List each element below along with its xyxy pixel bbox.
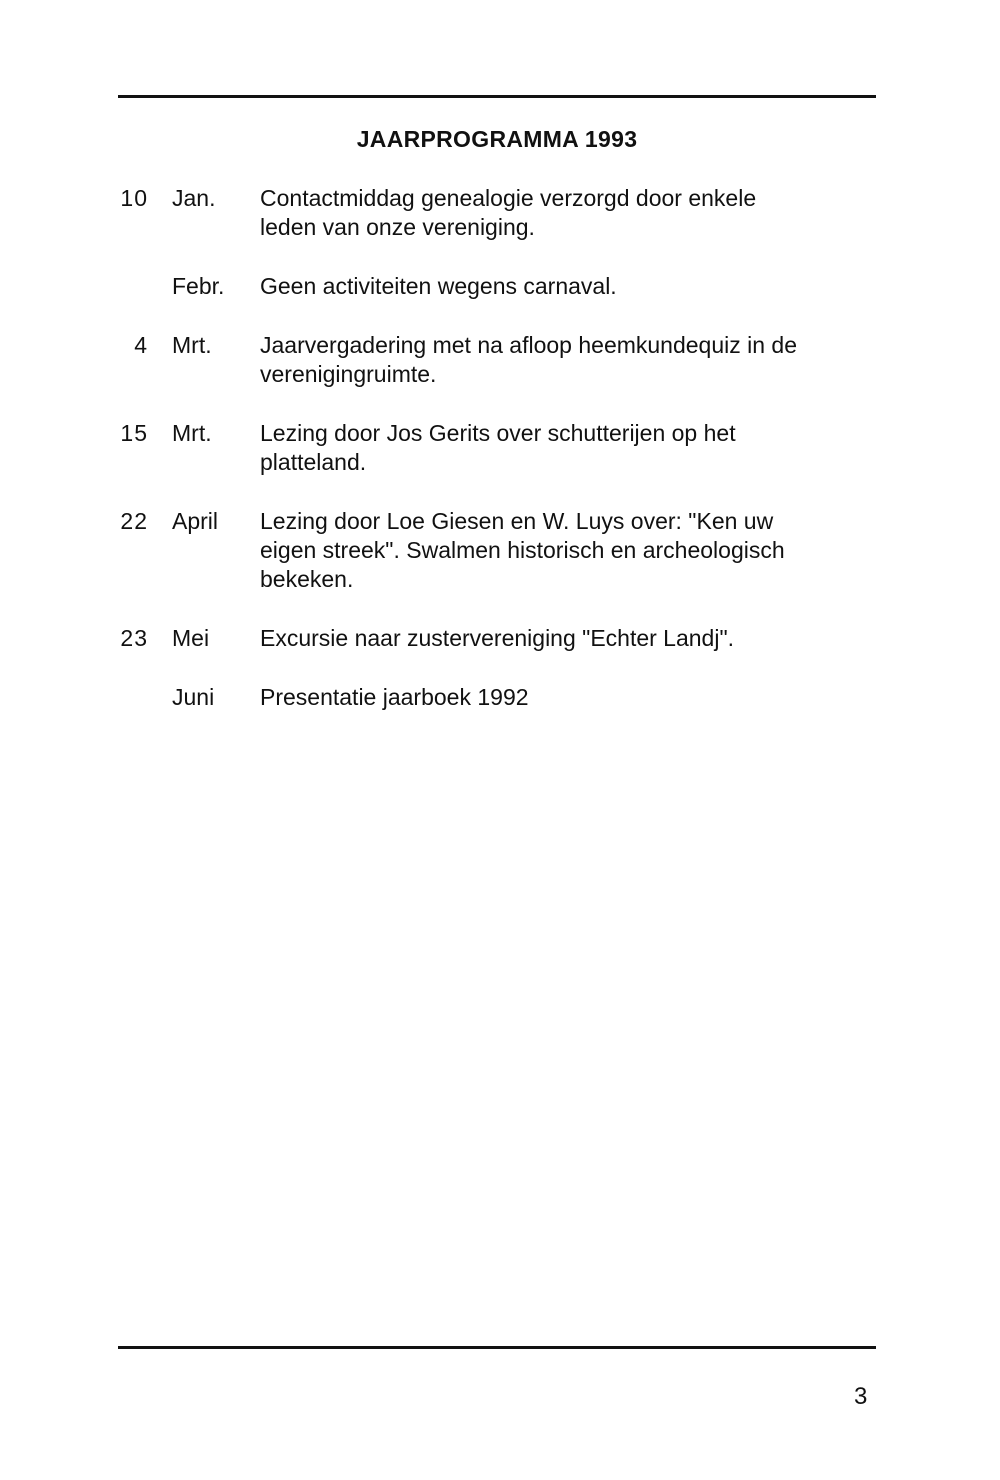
entry-month: Febr. bbox=[172, 273, 225, 299]
program-list bbox=[0, 184, 1000, 742]
entry-day: 22 bbox=[120, 508, 148, 534]
entry-day: 4 bbox=[134, 332, 148, 358]
bottom-rule bbox=[118, 1346, 876, 1349]
program-entry-mrt-15 bbox=[0, 419, 1000, 477]
program-entry-jan bbox=[0, 184, 1000, 242]
entry-description: Lezing door Loe Giesen en W. Luys over: "Ken uw eigen streek". Swalmen historisch en archeologisch bekeken. bbox=[260, 508, 785, 592]
program-entry-juni bbox=[0, 683, 1000, 712]
entry-description: Excursie naar zustervereniging "Echter Landj". bbox=[260, 625, 735, 651]
entry-day: 23 bbox=[120, 625, 148, 651]
top-rule bbox=[118, 95, 876, 98]
entry-description: Contactmiddag genealogie verzorgd door enkele leden van onze vereniging. bbox=[260, 185, 757, 240]
entry-month: Mei bbox=[172, 625, 210, 651]
program-entry-febr bbox=[0, 272, 1000, 301]
entry-month: April bbox=[172, 508, 219, 534]
program-entry-mrt-4 bbox=[0, 331, 1000, 389]
program-entry-mei bbox=[0, 624, 1000, 653]
entry-description: Jaarvergadering met na afloop heemkundequiz in de verenigingruimte. bbox=[260, 332, 798, 387]
entry-month: Mrt. bbox=[172, 420, 212, 446]
entry-month: Mrt. bbox=[172, 332, 212, 358]
entry-description: Lezing door Jos Gerits over schutterijen op het platteland. bbox=[260, 420, 736, 475]
page-number: 3 bbox=[854, 1383, 868, 1410]
entry-month: Jan. bbox=[172, 185, 216, 211]
program-entry-april bbox=[0, 507, 1000, 594]
page-title-text: JAARPROGRAMMA 1993 bbox=[356, 126, 638, 152]
page-title bbox=[0, 126, 1000, 153]
entry-month: Juni bbox=[172, 684, 215, 710]
entry-day: 10 bbox=[120, 185, 148, 211]
entry-description: Geen activiteiten wegens carnaval. bbox=[260, 273, 617, 299]
entry-day: 15 bbox=[120, 420, 148, 446]
entry-description: Presentatie jaarboek 1992 bbox=[260, 684, 529, 710]
